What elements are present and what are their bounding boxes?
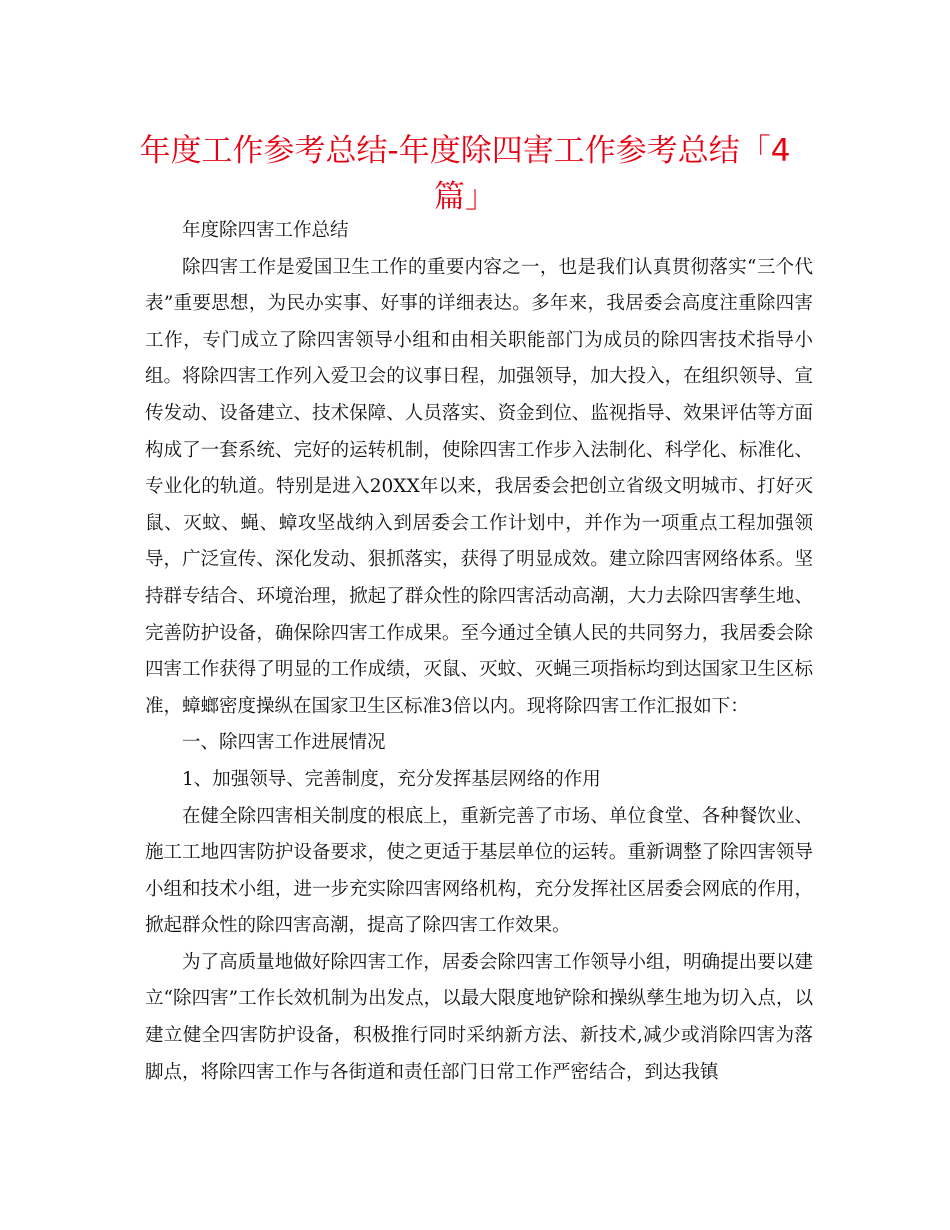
document-body [145,213,813,1091]
paragraph-intro: 除四害工作是爱国卫生工作的重要内容之一，也是我们认真贯彻落实“三个代表”重要思想，为民办实事、好事的详细表达。多年来，我居委会高度注重除四害工作，专门成立了除四害领导小组和由相关职能部门为成员的除四害技术指导小组。将除四害工作列入爱卫会的议事日程，加强领导，加大投入，在组织领导、宣传发动、设备建立、技术保障、人员落实、资金到位、监视指导、效果评估等方面构成了一套系统、完好的运转机制，使除四害工作步入法制化、科学化、标准化、专业化的轨道。特别是进入20XX年以来，我居委会把创立省级文明城市、打好灭鼠、灭蚊、蝇、蟑攻坚战纳入到居委会工作计划中，并作为一项重点工程加强领导，广泛宣传、深化发动、狠抓落实，获得了明显成效。建立除四害网络体系。坚持群专结合、环境治理，掀起了群众性的除四害活动高潮，大力去除四害孳生地、完善防护设备，确保除四害工作成果。至今通过全镇人民的共同努力，我居委会除四害工作获得了明显的工作成绩，灭鼠、灭蚊、灭蝇三项指标均到达国家卫生区标准，蟑螂密度操纵在国家卫生区标准3倍以内。现将除四害工作汇报如下： [145,256,813,717]
paragraph-quality: 为了高质量地做好除四害工作，居委会除四害工作领导小组，明确提出要以建立“除四害”工作长效机制为出发点，以最大限度地铲除和操纵孳生地为切入点，以建立健全四害防护设备，积极推行同时采纳新方法、新技术,减少或消除四害为落脚点，将除四害工作与各街道和责任部门日常工作严密结合，到达我镇 [145,951,813,1083]
document-title: 年度工作参考总结-年度除四害工作参考总结「4篇」 [139,133,791,215]
section-subtitle: 年度除四害工作总结 [182,220,349,241]
subsection-heading: 1、加强领导、完善制度，充分发挥基层网络的作用 [182,768,601,790]
section-heading: 一、除四害工作进展情况 [182,732,386,754]
paragraph-system: 在健全除四害相关制度的根底上，重新完善了市场、单位食堂、各种餐饮业、施工工地四害防护设备要求，使之更适于基层单位的运转。重新调整了除四害领导小组和技术小组，进一步充实除四害网络机构，充分发挥社区居委会网底的作用，掀起群众性的除四害高潮，提高了除四害工作效果。 [145,805,813,937]
